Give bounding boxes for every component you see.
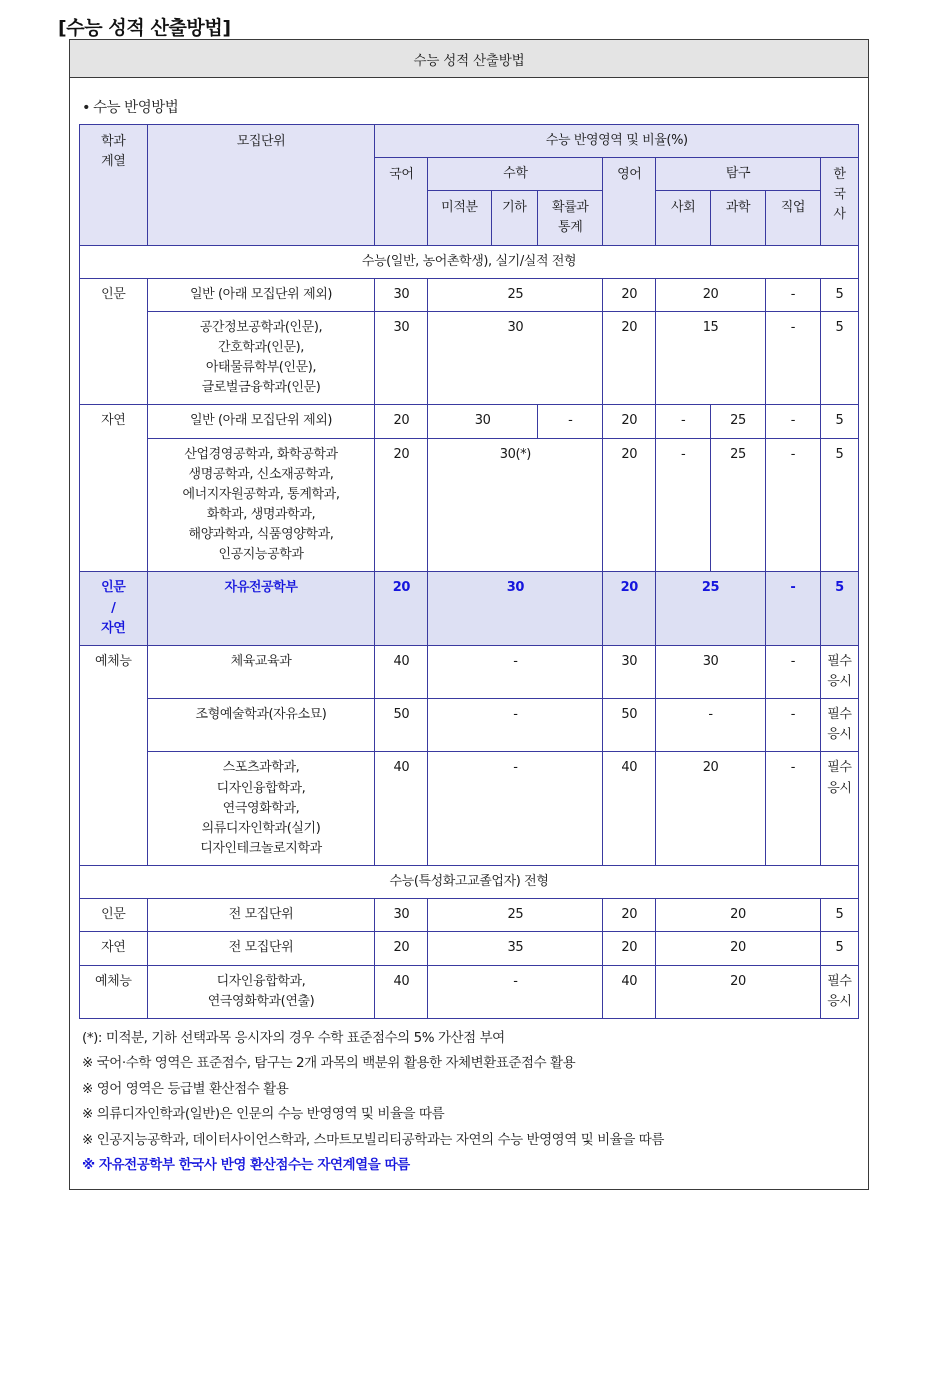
row-inquiry: 25: [656, 572, 766, 645]
row-korean: 30: [375, 278, 428, 311]
row-english: 20: [603, 899, 656, 932]
row-english: 20: [603, 278, 656, 311]
row-math: -: [428, 965, 603, 1018]
section-title: 수능(특성화고교졸업자) 전형: [80, 866, 859, 899]
row-english: 20: [603, 405, 656, 438]
row-category: 예체능: [80, 645, 148, 865]
footnote-item: ※ 영어 영역은 등급별 환산점수 활용: [82, 1080, 289, 1097]
bullet-dot-icon: •: [82, 100, 91, 116]
header-math-probability: [538, 191, 603, 245]
table-row: [80, 438, 859, 572]
section-title: 수능(일반, 농어촌학생), 실기/실적 전형: [80, 245, 859, 278]
row-category: 자연: [80, 932, 148, 965]
header-english: 영어: [603, 158, 656, 245]
unit-line: 디자인테크놀로지학과: [200, 840, 322, 856]
row-english: 50: [603, 699, 656, 752]
row-vocational: -: [765, 572, 820, 645]
header-category-line1: 학과: [101, 134, 126, 149]
row-history: 5: [820, 438, 858, 572]
row-unit: 일반 (아래 모집단위 제외): [147, 405, 375, 438]
row-history: [820, 699, 858, 752]
panel-header: 수능 성적 산출방법: [70, 40, 868, 78]
row-category: [80, 572, 148, 645]
header-history-c1: 한: [833, 167, 846, 183]
category-line3: 자연: [101, 620, 126, 636]
row-unit: [147, 965, 375, 1018]
row-inquiry: -: [656, 699, 766, 752]
table-row: [80, 699, 859, 752]
row-unit: [147, 438, 375, 572]
row-korean: 30: [375, 899, 428, 932]
row-korean: 40: [375, 965, 428, 1018]
unit-line: 아태물류학부(인문),: [205, 360, 317, 376]
unit-line: 간호학과(인문),: [217, 339, 305, 355]
row-unit: 전 모집단위: [147, 932, 375, 965]
history-line1: 필수: [827, 707, 852, 723]
unit-line: 해양과학과, 식품영양학과,: [188, 527, 334, 543]
row-history: [820, 965, 858, 1018]
row-inquiry-science: 25: [711, 438, 766, 572]
admissions-table: [79, 124, 859, 1019]
row-history: 5: [820, 405, 858, 438]
unit-line: 스포츠과학과,: [222, 760, 300, 776]
history-line2: 응시: [827, 993, 852, 1009]
unit-line: 글로벌금융학과(인문): [201, 380, 321, 396]
row-inquiry-science: 25: [711, 405, 766, 438]
row-vocational: -: [765, 278, 820, 311]
footnote-item: ※ 인공지능공학과, 데이터사이언스학과, 스마트모빌리티공학과는 자연의 수능 반영영역 및 비율을 따름: [82, 1131, 664, 1148]
header-math: 수학: [428, 158, 603, 191]
header-row-1: [80, 125, 859, 158]
row-unit: 체육교육과: [147, 645, 375, 698]
row-vocational: -: [765, 438, 820, 572]
table-row: [80, 752, 859, 866]
row-english: 40: [603, 752, 656, 866]
row-korean: 40: [375, 752, 428, 866]
row-inquiry: 20: [656, 278, 766, 311]
row-history: 5: [820, 899, 858, 932]
row-category: 인문: [80, 278, 148, 405]
header-inquiry-science: 과학: [711, 191, 766, 245]
row-math: 30: [428, 405, 538, 438]
row-english: 20: [603, 438, 656, 572]
header-inquiry: 탐구: [656, 158, 821, 191]
row-unit: 조형예술학과(자유소묘): [147, 699, 375, 752]
page-title: [수능 성적 산출방법]: [58, 17, 231, 39]
row-inquiry: 20: [656, 965, 821, 1018]
category-line2: /: [111, 600, 116, 616]
history-line2: 응시: [827, 780, 852, 796]
row-inquiry: 20: [656, 932, 821, 965]
row-unit: 자유전공학부: [147, 572, 375, 645]
unit-line: 디자인융합학과,: [216, 780, 306, 796]
header-history-c2: 국: [833, 187, 846, 203]
row-korean: 20: [375, 438, 428, 572]
row-unit: [147, 752, 375, 866]
row-history: 5: [820, 932, 858, 965]
unit-line: 의류디자인학과(실기): [201, 820, 321, 836]
row-history: 5: [820, 572, 858, 645]
row-math: 25: [428, 278, 603, 311]
row-english: 30: [603, 645, 656, 698]
section-bullet-label: [82, 96, 860, 117]
table-header: [80, 125, 859, 246]
row-inquiry-social: -: [656, 405, 711, 438]
table-row-free-major: [80, 572, 859, 645]
row-vocational: -: [765, 752, 820, 866]
row-category: 자연: [80, 405, 148, 572]
unit-line: 인공지능공학과: [218, 547, 304, 563]
row-math-probability: -: [538, 405, 603, 438]
table-row: [80, 645, 859, 698]
unit-line: 생명공학과, 신소재공학과,: [188, 466, 334, 482]
row-math: 30(*): [428, 438, 603, 572]
row-vocational: -: [765, 311, 820, 405]
header-math-prob-line1: 확률과: [551, 200, 589, 216]
header-unit: 모집단위: [147, 125, 375, 246]
row-korean: 30: [375, 311, 428, 405]
table-row: [80, 965, 859, 1018]
row-english: 40: [603, 965, 656, 1018]
row-math: 25: [428, 899, 603, 932]
header-math-calculus: 미적분: [428, 191, 491, 245]
row-inquiry-social: -: [656, 438, 711, 572]
row-math: 30: [428, 572, 603, 645]
table-body: [80, 245, 859, 1018]
row-math: 30: [428, 311, 603, 405]
row-english: 20: [603, 932, 656, 965]
row-math: -: [428, 699, 603, 752]
table-row: [80, 899, 859, 932]
row-math: 35: [428, 932, 603, 965]
row-history: 5: [820, 278, 858, 311]
row-english: 20: [603, 311, 656, 405]
row-category: 인문: [80, 899, 148, 932]
category-line1: 인문: [101, 580, 126, 596]
table-row: [80, 405, 859, 438]
history-line1: 필수: [827, 653, 852, 669]
row-korean: 50: [375, 699, 428, 752]
row-inquiry: 15: [656, 311, 766, 405]
row-inquiry: 20: [656, 752, 766, 866]
unit-line: 화학과, 생명과학과,: [206, 506, 316, 522]
row-history: [820, 752, 858, 866]
unit-line: 디자인융합학과,: [216, 973, 306, 989]
row-math: -: [428, 752, 603, 866]
header-history: [820, 158, 858, 245]
unit-line: 공간정보공학과(인문),: [199, 319, 323, 335]
unit-line: 에너지자원공학과, 통계학과,: [182, 486, 340, 502]
row-unit: 일반 (아래 모집단위 제외): [147, 278, 375, 311]
history-line1: 필수: [827, 973, 852, 989]
table-row: [80, 932, 859, 965]
content-panel: [69, 39, 869, 1190]
row-inquiry: 30: [656, 645, 766, 698]
footnote-item: ※ 국어·수학 영역은 표준점수, 탐구는 2개 과목의 백분위 활용한 자체변환표준점수 활용: [82, 1055, 576, 1072]
row-english: 20: [603, 572, 656, 645]
footnote-item: ※ 의류디자인학과(일반)은 인문의 수능 반영영역 및 비율을 따름: [82, 1106, 445, 1123]
header-inquiry-vocational: 직업: [765, 191, 820, 245]
row-vocational: -: [765, 699, 820, 752]
header-math-prob-line2: 통계: [558, 220, 583, 236]
unit-line: 산업경영공학과, 화학공학과: [184, 446, 338, 462]
header-group: 수능 반영영역 및 비율(%): [375, 125, 859, 158]
row-vocational: -: [765, 645, 820, 698]
row-category: 예체능: [80, 965, 148, 1018]
footnotes: [82, 1028, 858, 1176]
section-title-row: [80, 245, 859, 278]
row-history: 5: [820, 311, 858, 405]
table-row: [80, 311, 859, 405]
header-category-line2: 계열: [101, 154, 126, 170]
footnote-item-highlighted: ※ 자유전공학부 한국사 반영 환산점수는 자연계열을 따름: [82, 1157, 410, 1174]
header-math-geometry: 기하: [491, 191, 537, 245]
header-inquiry-social: 사회: [656, 191, 711, 245]
row-unit: [147, 311, 375, 405]
history-line2: 응시: [827, 673, 852, 689]
section-bullet-text: 수능 반영방법: [93, 100, 179, 116]
unit-line: 연극영화학과(연출): [207, 993, 315, 1009]
table-row: [80, 278, 859, 311]
history-line1: 필수: [827, 760, 852, 776]
history-line2: 응시: [827, 727, 852, 743]
header-history-c3: 사: [833, 207, 846, 223]
row-unit: 전 모집단위: [147, 899, 375, 932]
row-vocational: -: [765, 405, 820, 438]
panel-body: [70, 78, 868, 1189]
row-math: -: [428, 645, 603, 698]
row-history: [820, 645, 858, 698]
header-category: [80, 125, 148, 246]
unit-line: 연극영화학과,: [222, 800, 300, 816]
row-korean: 40: [375, 645, 428, 698]
row-inquiry: 20: [656, 899, 821, 932]
section-title-row: [80, 866, 859, 899]
row-korean: 20: [375, 572, 428, 645]
row-korean: 20: [375, 405, 428, 438]
header-korean: 국어: [375, 158, 428, 245]
footnote-item: (*): 미적분, 기하 선택과목 응시자의 경우 수학 표준점수의 5% 가산점 부여: [82, 1029, 505, 1046]
row-korean: 20: [375, 932, 428, 965]
